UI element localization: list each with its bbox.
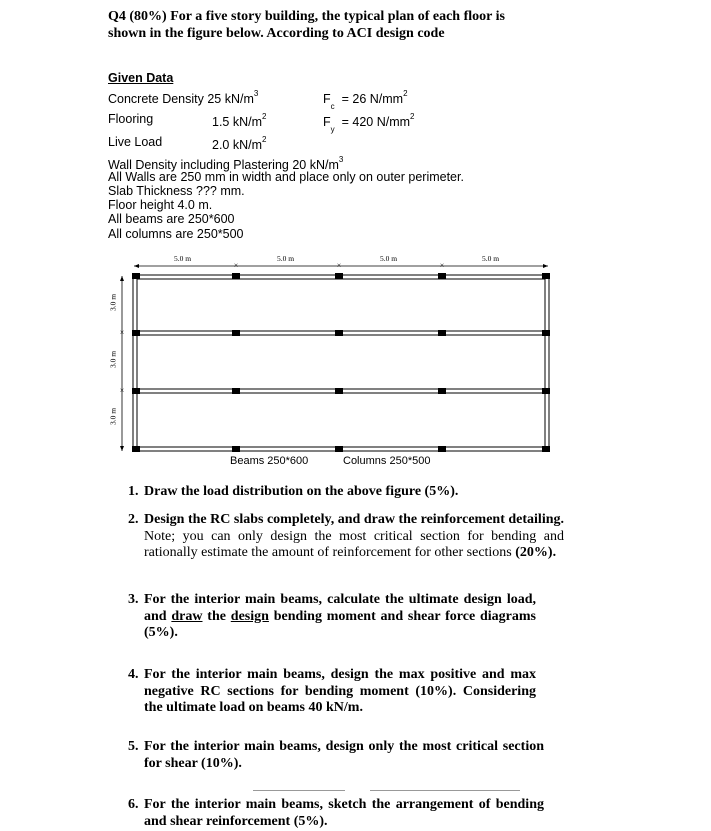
floor-height: Floor height 4.0 m. (108, 198, 213, 212)
column (542, 273, 550, 279)
given-data-title: Given Data (108, 71, 174, 85)
column (132, 273, 140, 279)
legend-beams: Beams 250*600 (230, 455, 309, 467)
separator-line (253, 790, 345, 791)
column (335, 446, 343, 452)
dimension-tick-icon: × (233, 261, 239, 270)
column (335, 330, 343, 336)
columns-grid (132, 273, 550, 452)
column (132, 330, 140, 336)
dimension-arrow-icon (120, 446, 124, 451)
column (232, 330, 240, 336)
walls-note: All Walls are 250 mm in width and place only on outer perimeter. (108, 170, 464, 184)
bay-label-3: 3.0 m (108, 407, 118, 426)
column (232, 273, 240, 279)
dimension-arrow-icon (134, 264, 139, 268)
separator-line (370, 790, 520, 791)
span-label-3: 5.0 m (380, 254, 398, 263)
question-header-line-2: shown in the figure below. According to ACI design code (108, 26, 445, 41)
dimension-tick-icon: × (336, 261, 342, 270)
live-load-value: 2.0 $kN/m^2$ (212, 135, 267, 153)
span-label-1: 5.0 m (174, 254, 192, 263)
question-3: 3. For the interior main beams, calculate the ultimate design load, and draw the design bending moment and shear force diagrams (5%). (128, 592, 536, 640)
dimension-tick-icon: × (119, 328, 125, 337)
bay-label-1: 3.0 m (108, 293, 118, 312)
live-load-label: Live Load (108, 135, 163, 149)
column (542, 446, 550, 452)
column (232, 388, 240, 394)
column (335, 388, 343, 394)
question-5: 5. For the interior main beams, design only the most critical section for shear (10%). (128, 739, 544, 771)
columns-size: All columns are 250*500 (108, 227, 244, 241)
bay-label-2: 3.0 m (108, 350, 118, 369)
dimension-tick-icon: × (119, 386, 125, 395)
column (438, 273, 446, 279)
question-4: 4. For the interior main beams, design the max positive and max negative RC sections for bending moment (10%). Considering the ultimate load on beams 40 kN/m. (128, 667, 536, 715)
column (542, 388, 550, 394)
beams-size: All beams are 250*600 (108, 212, 235, 226)
column (132, 446, 140, 452)
question-header-line-1: Q4 (80%) For a five story building, the typical plan of each floor is (108, 9, 505, 24)
column (438, 330, 446, 336)
span-label-2: 5.0 m (277, 254, 295, 263)
flooring-value: 1.5 $kN/m^2$ (212, 112, 267, 130)
dimension-tick-icon: × (439, 261, 445, 270)
column (438, 388, 446, 394)
column (438, 446, 446, 452)
column (132, 388, 140, 394)
outer-wall-inner (137, 279, 545, 447)
column (232, 446, 240, 452)
slab-thickness: Slab Thickness ??? mm. (108, 184, 245, 198)
column (335, 273, 343, 279)
span-label-4: 5.0 m (482, 254, 500, 263)
question-6: 6. For the interior main beams, sketch the arrangement of bending and shear reinforcement (5%). (128, 797, 544, 829)
legend-columns: Columns 250*500 (343, 455, 431, 467)
column (542, 330, 550, 336)
fy-value: $F_y = 420$ $N/mm^2$ (323, 112, 415, 134)
question-1: 1. Draw the load distribution on the above figure (5%). (128, 484, 459, 499)
question-2: 2. Design the RC slabs completely, and draw the reinforcement detailing. Note; you can only design the most critical section for bending and rationally estimate the amount of reinforcement for other sections (20%). (128, 512, 564, 560)
concrete-density: Concrete Density 25 $kN/m^3$ (108, 89, 259, 107)
outer-wall (133, 275, 549, 451)
dimension-arrow-icon (543, 264, 548, 268)
wall-density: Wall Density including Plastering 20 $kN/m^3$ (108, 155, 344, 173)
flooring-label: Flooring (108, 112, 154, 126)
fc-value: $F_c = 26$ $N/mm^2$ (323, 89, 408, 111)
dimension-arrow-icon (120, 276, 124, 281)
